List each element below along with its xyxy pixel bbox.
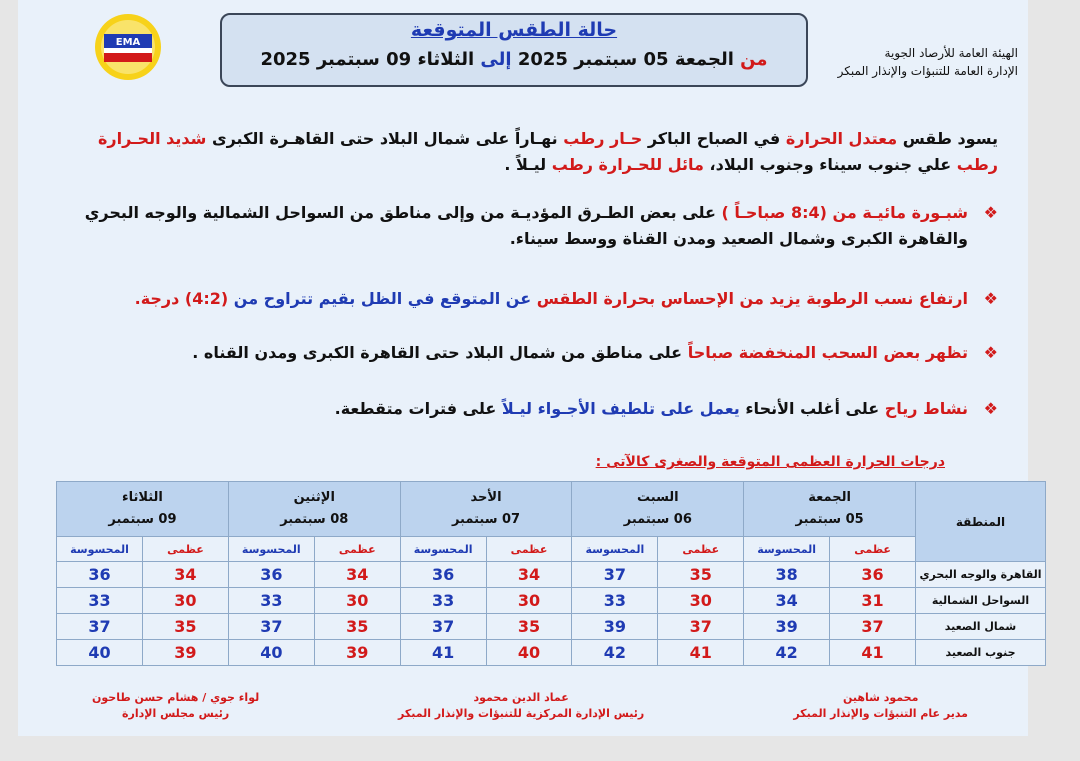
feels-like-cell: 36	[400, 562, 486, 588]
feels-like-cell: 37	[400, 614, 486, 640]
date-range	[222, 49, 806, 70]
forecast-page	[18, 0, 1042, 736]
signature-role: رئيس الإدارة المركزية للتنبؤات والإنذار المبكر	[398, 707, 645, 720]
signature-role: مدير عام التنبؤات والإنذار المبكر	[793, 707, 968, 720]
feels-like-cell: 37	[572, 562, 658, 588]
day-date: 07 سبتمبر	[451, 512, 521, 527]
feels-like-cell: 37	[228, 614, 314, 640]
day-date: 09 سبتمبر	[108, 512, 177, 527]
table-row	[57, 588, 1046, 614]
max-temp-cell: 30	[658, 588, 744, 614]
feels-like-cell: 33	[572, 588, 658, 614]
bullet-fog	[58, 200, 998, 252]
max-temp-cell: 34	[314, 562, 400, 588]
feels-like-cell: 33	[228, 588, 314, 614]
day-header	[400, 482, 572, 537]
summary-text: في الصباح الباكر	[647, 129, 781, 148]
max-temp-cell: 37	[658, 614, 744, 640]
table-row	[57, 614, 1046, 640]
max-temp-cell: 35	[658, 562, 744, 588]
day-header	[228, 482, 400, 537]
day-name: السبت	[637, 490, 679, 505]
max-temp-cell: 35	[142, 614, 228, 640]
max-temp-cell: 30	[314, 588, 400, 614]
day-name: الجمعة	[808, 490, 851, 505]
feels-like-header: المحسوسة	[57, 537, 143, 562]
signature-chairman	[92, 690, 259, 722]
max-temp-cell: 30	[486, 588, 572, 614]
feels-like-cell: 36	[57, 562, 143, 588]
max-header: عظمى	[486, 537, 572, 562]
bullet-wind	[58, 396, 998, 422]
table-row	[57, 562, 1046, 588]
summary-highlight: حـار رطب	[563, 129, 643, 148]
day-date: 05 سبتمبر	[795, 512, 864, 527]
temperature-table	[56, 481, 1046, 666]
feels-like-header: المحسوسة	[400, 537, 486, 562]
summary-text: يسود طقس	[902, 129, 998, 148]
table-row	[57, 640, 1046, 666]
header-box	[220, 13, 808, 87]
day-header	[572, 482, 744, 537]
date-to: الثلاثاء 09 سبتمبر 2025	[260, 49, 475, 70]
feels-like-cell: 40	[228, 640, 314, 666]
max-temp-cell: 34	[142, 562, 228, 588]
bullet-highlight: (4:2) درجة.	[134, 289, 229, 308]
day-name: الإثنين	[293, 490, 335, 505]
feels-like-cell: 41	[400, 640, 486, 666]
max-header: عظمى	[830, 537, 916, 562]
bullet-humidity	[58, 286, 998, 312]
summary-text: علي جنوب سيناء وجنوب البلاد،	[709, 155, 952, 174]
max-header: عظمى	[142, 537, 228, 562]
feels-like-header: المحسوسة	[744, 537, 830, 562]
bullet-highlight: ارتفاع نسب الرطوبة يزيد من الإحساس بحرارة الطقس	[536, 289, 968, 308]
day-date: 06 سبتمبر	[623, 512, 692, 527]
day-header	[57, 482, 229, 537]
signature-general-director	[793, 690, 968, 722]
org-line-2: الإدارة العامة للتنبؤات والإنذار المبكر	[837, 64, 1018, 78]
summary-highlight: معتدل الحرارة	[785, 129, 898, 148]
feels-like-cell: 37	[57, 614, 143, 640]
region-cell: شمال الصعيد	[916, 614, 1046, 640]
from-label: من	[740, 49, 768, 70]
bullet-highlight: شبـورة مائيـة من (8:4 صباحـاً )	[721, 203, 968, 222]
max-temp-cell: 40	[486, 640, 572, 666]
day-name: الأحد	[470, 490, 502, 505]
max-temp-cell: 36	[830, 562, 916, 588]
diamond-bullet-icon: ❖	[983, 289, 998, 308]
day-date: 08 سبتمبر	[280, 512, 349, 527]
summary-paragraph	[58, 126, 998, 178]
max-temp-cell: 41	[658, 640, 744, 666]
day-header	[744, 482, 916, 537]
max-header: عظمى	[314, 537, 400, 562]
feels-like-cell: 40	[57, 640, 143, 666]
feels-like-header: المحسوسة	[572, 537, 658, 562]
max-temp-cell: 34	[486, 562, 572, 588]
summary-text: ليـلاً .	[504, 155, 547, 174]
summary-highlight: مائل للحـرارة رطب	[551, 155, 704, 174]
feels-like-cell: 33	[57, 588, 143, 614]
summary-text: نهـاراً على شمال البلاد حتى القاهـرة الكبرى	[211, 129, 558, 148]
region-header: المنطقة	[916, 482, 1046, 562]
bullet-text: على فترات متقطعة.	[334, 399, 497, 418]
bullet-highlight: تظهر بعض السحب المنخفضة صباحاً	[687, 343, 968, 362]
signature-name: لواء جوي / هشام حسن طاحون	[92, 691, 260, 704]
diamond-bullet-icon: ❖	[983, 343, 998, 362]
max-temp-cell: 31	[830, 588, 916, 614]
org-line-1: الهيئة العامة للأرصاد الجوية	[884, 46, 1018, 60]
feels-like-cell: 42	[572, 640, 658, 666]
region-cell: السواحل الشمالية	[916, 588, 1046, 614]
max-temp-cell: 37	[830, 614, 916, 640]
ema-logo	[80, 12, 176, 82]
day-name: الثلاثاء	[121, 490, 163, 505]
bullet-text: عن المتوقع في الظل بقيم تتراوح من	[233, 289, 532, 308]
feels-like-cell: 38	[744, 562, 830, 588]
summary-highlight: شديد الحـرارة رطب	[97, 129, 998, 174]
logo-text: EMA	[115, 37, 141, 48]
feels-like-cell: 39	[744, 614, 830, 640]
signature-role: رئيس مجلس الإدارة	[122, 707, 230, 720]
feels-like-cell: 42	[744, 640, 830, 666]
bullet-highlight: يعمل على تلطيف الأجـواء ليـلاً	[501, 399, 740, 418]
bullet-clouds	[58, 340, 998, 366]
page-title: حالة الطقس المتوقعة	[410, 19, 618, 41]
bullet-text: على أغلب الأنحاء	[745, 399, 880, 418]
organization-name	[798, 44, 1018, 80]
feels-like-cell: 34	[744, 588, 830, 614]
diamond-bullet-icon: ❖	[983, 399, 998, 418]
forecast-content	[58, 126, 998, 422]
bullet-text: على بعض الطـرق المؤديـة من وإلى مناطق من السواحل الشمالية والوجه البحري والقاهرة الكبرى وشمال الصعيد ومدن القناة ووسط سيناء.	[84, 203, 968, 248]
signature-central-director	[398, 690, 644, 722]
max-temp-cell: 39	[142, 640, 228, 666]
date-from: الجمعة 05 سبتمبر 2025	[517, 49, 734, 70]
max-temp-cell: 30	[142, 588, 228, 614]
signature-name: محمود شاهين	[842, 691, 919, 704]
to-label: إلى	[480, 49, 512, 70]
signature-name: عماد الدين محمود	[473, 691, 569, 704]
bullet-highlight: نشاط رياح	[884, 399, 968, 418]
diamond-bullet-icon: ❖	[983, 203, 998, 222]
region-cell: القاهرة والوجه البحري	[916, 562, 1046, 588]
feels-like-cell: 39	[572, 614, 658, 640]
max-temp-cell: 35	[486, 614, 572, 640]
temperatures-heading: درجات الحرارة العظمى المتوقعة والصغرى كالآتى :	[595, 454, 945, 470]
max-header: عظمى	[658, 537, 744, 562]
feels-like-header: المحسوسة	[228, 537, 314, 562]
max-temp-cell: 41	[830, 640, 916, 666]
max-temp-cell: 39	[314, 640, 400, 666]
feels-like-cell: 36	[228, 562, 314, 588]
bullet-text: على مناطق من شمال البلاد حتى القاهرة الكبرى ومدن القناه .	[192, 343, 683, 362]
max-temp-cell: 35	[314, 614, 400, 640]
region-cell: جنوب الصعيد	[916, 640, 1046, 666]
feels-like-cell: 33	[400, 588, 486, 614]
